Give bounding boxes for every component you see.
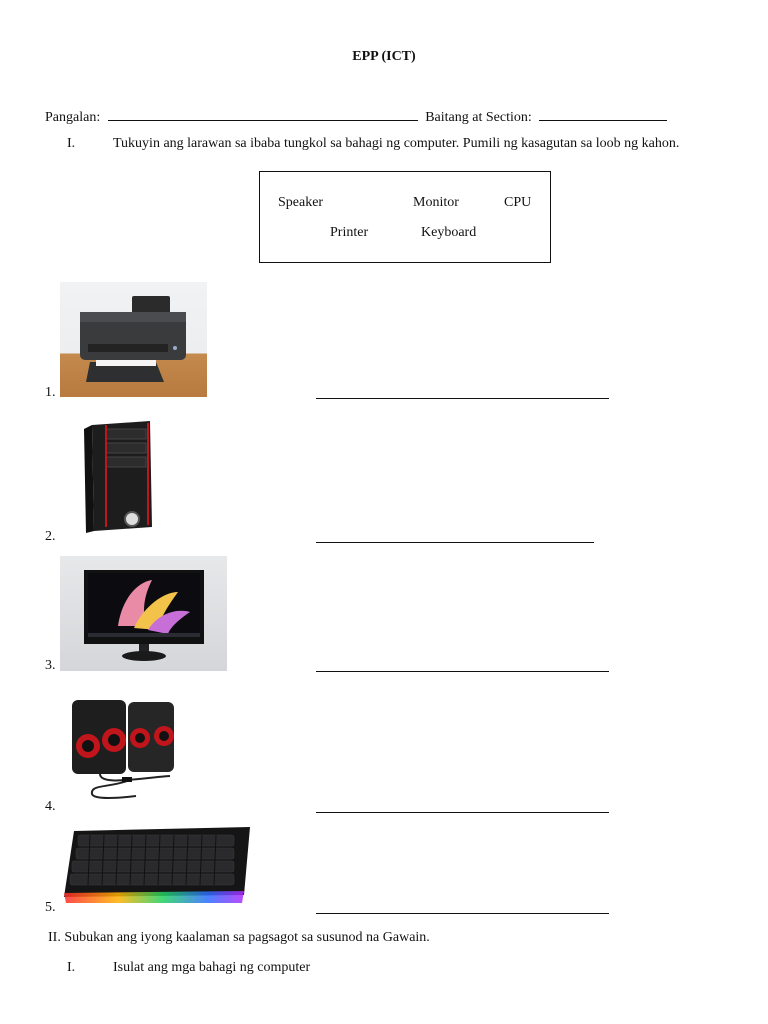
choice-monitor: Monitor [413,195,459,210]
grade-label: Baitang at Section: [425,110,532,125]
answer-line-3[interactable] [316,671,609,672]
choice-cpu: CPU [504,195,532,210]
choice-printer: Printer [330,225,369,240]
monitor-image [60,556,227,671]
cpu-tower-image [64,415,184,543]
name-label: Pangalan: [45,110,101,125]
name-blank[interactable] [108,108,418,121]
item-number: 4. [45,799,56,814]
speakers-image [60,688,184,806]
part1-numeral: I. [67,136,76,151]
item-number: 1. [45,385,56,400]
printer-image [60,282,207,397]
item-number: 3. [45,658,56,673]
part2-numeral: I. [67,960,76,975]
choices-box [259,171,551,263]
keyboard-image [60,823,255,913]
item-number: 2. [45,529,56,544]
answer-line-1[interactable] [316,398,609,399]
part2-instruction: Isulat ang mga bahagi ng computer [113,960,311,975]
part2-heading: II. Subukan ang iyong kaalaman sa pagsagot sa susunod na Gawain. [48,930,430,945]
answer-line-5[interactable] [316,913,609,914]
answer-line-4[interactable] [316,812,609,813]
grade-section-blank[interactable] [539,108,667,121]
part1-instruction: Tukuyin ang larawan sa ibaba tungkol sa bahagi ng computer. Pumili ng kasagutan sa loob ng kahon. [113,136,680,151]
page-title: EPP (ICT) [352,49,416,64]
name-section-row [45,108,667,125]
item-number: 5. [45,900,56,915]
choice-keyboard: Keyboard [421,225,477,240]
answer-line-2[interactable] [316,542,594,543]
choice-speaker: Speaker [278,195,324,210]
